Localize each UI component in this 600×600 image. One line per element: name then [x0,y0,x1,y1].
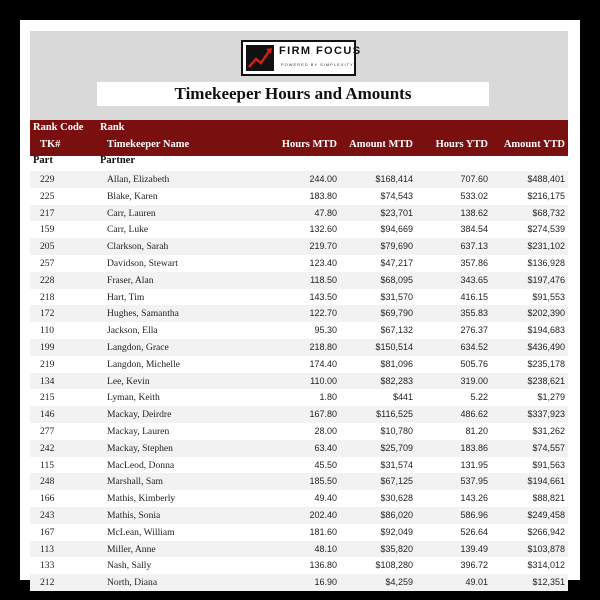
cell-amount-ytd: $91,553 [532,291,565,302]
cell-tk: 205 [40,241,55,253]
cell-amount-ytd: $249,458 [527,509,565,520]
table-row [30,289,568,306]
cell-amount-mtd: $81,096 [380,358,413,369]
cell-amount-mtd: $35,820 [380,543,413,554]
cell-amount-ytd: $337,923 [527,409,565,420]
cell-amount-ytd: $88,821 [532,493,565,504]
cell-amount-ytd: $274,539 [527,224,565,235]
cell-timekeeper-name: Carr, Lauren [107,207,156,219]
cell-amount-mtd: $69,790 [380,308,413,319]
cell-hours-ytd: 707.60 [460,174,488,184]
cell-amount-ytd: $197,476 [527,274,565,285]
cell-amount-ytd: $31,262 [532,425,565,436]
cell-hours-mtd: 28.00 [314,425,337,436]
cell-timekeeper-name: Carr, Luke [107,224,149,236]
table-row [30,221,568,238]
table-row [30,255,568,272]
cell-amount-mtd: $86,020 [380,509,413,520]
col-hours-mtd: Hours MTD [281,139,337,150]
cell-tk: 243 [40,509,55,521]
cell-tk: 167 [40,526,55,538]
cell-hours-mtd: 202.40 [309,509,337,520]
cell-hours-ytd: 537.95 [460,476,488,487]
cell-amount-mtd: $31,574 [380,459,413,470]
cell-timekeeper-name: Jackson, Ella [107,325,158,337]
cell-hours-ytd: 49.01 [465,577,488,588]
cell-hours-mtd: 132.60 [309,224,337,235]
cell-timekeeper-name: Langdon, Grace [107,341,169,353]
cell-hours-ytd: 319.00 [460,375,488,386]
cell-amount-ytd: $436,490 [527,341,565,352]
cell-hours-ytd: 533.02 [460,190,488,201]
cell-amount-mtd: $108,280 [375,560,413,571]
cell-hours-mtd: 95.30 [314,325,337,336]
cell-amount-mtd: $23,701 [380,207,413,218]
cell-hours-ytd: 505.76 [460,358,488,369]
col-hours-ytd: Hours YTD [435,139,488,150]
col-tk: TK# [40,139,61,150]
cell-amount-mtd: $67,132 [380,325,413,336]
cell-hours-mtd: 183.80 [309,190,337,201]
cell-hours-mtd: 110.00 [310,375,337,386]
report-title-box [97,82,489,106]
cell-amount-mtd: $10,780 [380,425,413,436]
cell-amount-mtd: $25,709 [380,442,413,453]
firm-focus-logo [241,40,362,76]
cell-hours-mtd: 123.40 [309,257,337,268]
cell-tk: 110 [40,325,55,337]
table-row [30,322,568,339]
cell-tk: 146 [40,409,55,421]
table-row [30,406,568,423]
cell-timekeeper-name: McLean, William [107,526,175,538]
cell-hours-mtd: 174.40 [309,358,337,369]
cell-amount-ytd: $194,683 [527,325,565,336]
cell-hours-mtd: 167.80 [309,409,337,420]
cell-hours-ytd: 81.20 [465,425,488,436]
cell-tk: 228 [40,274,55,286]
cell-amount-mtd: $74,543 [380,190,413,201]
cell-tk: 219 [40,358,55,370]
cell-tk: 134 [40,375,55,387]
cell-timekeeper-name: Miller, Anne [107,543,156,555]
table-row [30,541,568,558]
table-header [30,120,568,156]
cell-tk: 277 [40,425,55,437]
logo-name: FIRM FOCUS [279,45,362,57]
cell-hours-mtd: 143.50 [309,291,337,302]
cell-tk: 218 [40,291,55,303]
cell-amount-mtd: $67,125 [380,476,413,487]
cell-amount-ytd: $1,279 [537,392,565,403]
cell-hours-ytd: 637.13 [460,241,488,252]
cell-amount-mtd: $150,514 [375,341,413,352]
table-row [30,389,568,406]
cell-timekeeper-name: Mackay, Stephen [107,442,173,454]
cell-timekeeper-name: Hughes, Samantha [107,308,179,320]
cell-hours-ytd: 486.62 [460,409,488,420]
table-row [30,373,568,390]
cell-timekeeper-name: Mathis, Kimberly [107,493,176,505]
cell-tk: 242 [40,442,55,454]
cell-amount-ytd: $136,928 [527,257,565,268]
cell-amount-ytd: $314,012 [527,560,565,571]
cell-tk: 166 [40,493,55,505]
cell-timekeeper-name: Mackay, Deirdre [107,409,172,421]
cell-timekeeper-name: Marshall, Sam [107,476,163,488]
table-row [30,356,568,373]
table-row [30,524,568,541]
table-row [30,272,568,289]
cell-amount-ytd: $231,102 [527,241,565,252]
cell-hours-mtd: 47.80 [314,207,337,218]
table-row [30,440,568,457]
cell-tk: 217 [40,207,55,219]
report-sheet [20,20,580,589]
cell-timekeeper-name: Allan, Elizabeth [107,174,170,185]
cell-amount-mtd: $47,217 [380,257,413,268]
cell-amount-mtd: $30,628 [380,493,413,504]
cell-amount-ytd: $202,390 [527,308,565,319]
cell-hours-ytd: 139.49 [460,543,488,554]
cell-timekeeper-name: Langdon, Michelle [107,358,180,370]
cell-hours-mtd: 45.50 [314,459,337,470]
cell-hours-mtd: 1.80 [319,392,337,403]
cell-hours-ytd: 416.15 [460,291,488,302]
table-row [30,574,568,591]
cell-amount-ytd: $235,178 [527,358,565,369]
cell-amount-ytd: $488,401 [527,174,565,184]
cell-hours-mtd: 244.00 [309,174,337,184]
cell-amount-mtd: $94,669 [380,224,413,235]
cell-hours-ytd: 143.26 [460,493,488,504]
cell-tk: 225 [40,190,55,202]
cell-amount-mtd: $92,049 [380,526,413,537]
cell-hours-mtd: 219.70 [309,241,337,252]
cell-hours-ytd: 276.37 [460,325,488,336]
cell-amount-mtd: $68,095 [380,274,413,285]
cell-amount-ytd: $103,878 [527,543,565,554]
cell-amount-ytd: $216,175 [527,190,565,201]
cell-amount-mtd: $82,283 [380,375,413,386]
group-row-partner [30,154,568,170]
table-body [30,171,568,591]
cell-timekeeper-name: North, Diana [107,577,158,589]
report-title: Timekeeper Hours and Amounts [174,84,412,103]
cell-tk: 115 [40,459,55,471]
table-row [30,457,568,474]
cell-hours-ytd: 343.65 [460,274,488,285]
cell-tk: 229 [40,174,55,185]
cell-hours-mtd: 122.70 [309,308,337,319]
cell-hours-ytd: 586.96 [460,509,488,520]
cell-timekeeper-name: Fraser, Alan [107,274,154,286]
col-amount-ytd: Amount YTD [503,139,565,150]
cell-hours-mtd: 136.80 [309,560,337,571]
table-row [30,507,568,524]
cell-timekeeper-name: Mathis, Sonia [107,509,161,521]
cell-amount-mtd: $4,259 [385,577,413,588]
cell-amount-ytd: $68,732 [532,207,565,218]
growth-arrow-icon [246,45,274,71]
cell-hours-ytd: 5.22 [470,392,488,403]
cell-hours-ytd: 526.64 [460,526,488,537]
table-row [30,423,568,440]
cell-amount-ytd: $91,563 [532,459,565,470]
cell-amount-ytd: $194,661 [527,476,565,487]
cell-timekeeper-name: Hart, Tim [107,291,145,303]
col-timekeeper-name: Timekeeper Name [107,139,190,150]
cell-tk: 133 [40,560,55,572]
cell-hours-ytd: 357.86 [460,257,488,268]
cell-tk: 113 [40,543,55,555]
cell-hours-mtd: 48.10 [314,543,337,554]
cell-hours-mtd: 218.80 [309,341,337,352]
table-row [30,238,568,255]
cell-timekeeper-name: Lee, Kevin [107,375,150,387]
cell-timekeeper-name: Blake, Karen [107,190,158,202]
col-rank: Rank [100,122,125,133]
cell-hours-ytd: 355.83 [460,308,488,319]
cell-timekeeper-name: Lyman, Keith [107,392,160,404]
table-row [30,490,568,507]
cell-tk: 159 [40,224,55,236]
cell-tk: 248 [40,476,55,488]
cell-amount-ytd: $74,557 [532,442,565,453]
cell-amount-ytd: $12,351 [532,577,565,588]
cell-tk: 215 [40,392,55,404]
group-code: Part [33,155,53,166]
cell-amount-mtd: $116,525 [376,409,413,420]
cell-hours-ytd: 384.54 [460,224,488,235]
col-rank-code: Rank Code [33,122,84,133]
table-row [30,339,568,356]
cell-timekeeper-name: Nash, Sally [107,560,152,572]
table-row [30,188,568,205]
cell-amount-mtd: $441 [392,392,413,403]
cell-tk: 199 [40,341,55,353]
cell-hours-ytd: 634.52 [460,341,488,352]
cell-timekeeper-name: MacLeod, Donna [107,459,175,471]
cell-tk: 212 [40,577,55,589]
cell-amount-mtd: $168,414 [375,174,413,184]
table-row [30,171,568,188]
cell-hours-mtd: 181.60 [309,526,337,537]
cell-tk: 172 [40,308,55,320]
logo-tagline: POWERED BY SIMPLEXITY [281,62,354,67]
group-name: Partner [100,155,135,166]
cell-amount-ytd: $238,621 [527,375,565,386]
cell-amount-mtd: $31,570 [380,291,413,302]
table-row [30,557,568,574]
cell-hours-mtd: 118.50 [310,274,337,285]
report-banner [30,31,568,132]
cell-hours-mtd: 63.40 [314,442,337,453]
cell-timekeeper-name: Davidson, Stewart [107,257,178,269]
cell-tk: 257 [40,257,55,269]
table-row [30,473,568,490]
cell-amount-ytd: $266,942 [527,526,565,537]
cell-hours-ytd: 396.72 [460,560,488,571]
col-amount-mtd: Amount MTD [349,139,413,150]
table-row [30,305,568,322]
table-row [30,205,568,222]
cell-hours-mtd: 49.40 [314,493,337,504]
cell-hours-ytd: 138.62 [460,207,488,218]
cell-hours-ytd: 131.95 [460,459,488,470]
cell-hours-mtd: 185.50 [309,476,337,487]
cell-hours-ytd: 183.86 [460,442,488,453]
cell-hours-mtd: 16.90 [314,577,337,588]
cell-timekeeper-name: Clarkson, Sarah [107,241,169,253]
cell-amount-mtd: $79,690 [380,241,413,252]
cell-timekeeper-name: Mackay, Lauren [107,425,170,437]
